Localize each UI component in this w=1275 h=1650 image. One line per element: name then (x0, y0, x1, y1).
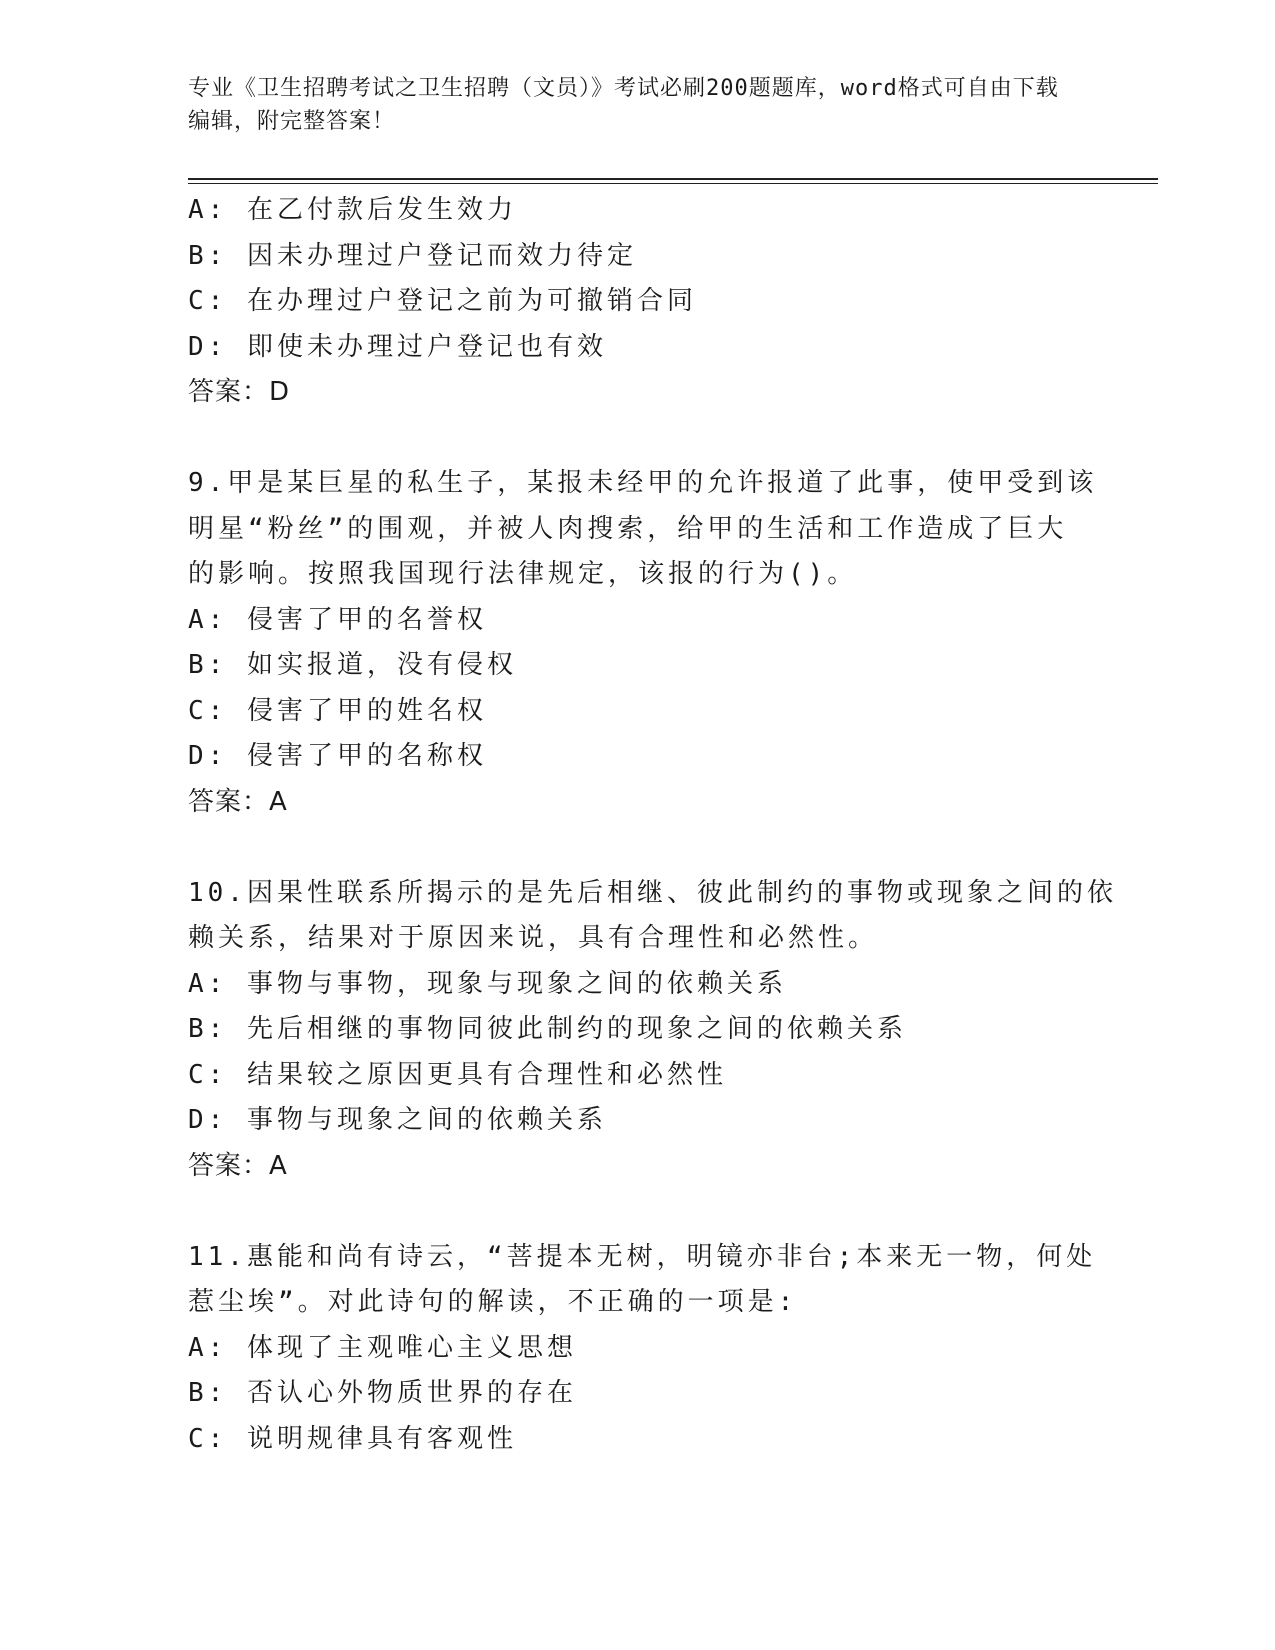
answer-line: 答案：A (188, 786, 288, 817)
question-block-8 (188, 188, 1088, 416)
question-stem-line: 10.因果性联系所揭示的是先后相继、彼此制约的事物或现象之间的依 (188, 877, 1117, 908)
spacer (188, 416, 1088, 462)
option-a: A: 侵害了甲的名誉权 (188, 604, 487, 635)
question-block-9 (188, 461, 1098, 825)
question-stem-line: 11.惠能和尚有诗云，“菩提本无树，明镜亦非台;本来无一物，何处 (188, 1241, 1097, 1272)
option-b: B: 因未办理过户登记而效力待定 (188, 240, 637, 271)
question-block-10 (188, 871, 1117, 1190)
spacer (188, 825, 1088, 871)
question-list (188, 188, 1117, 1462)
answer-line: 答案：A (188, 1150, 288, 1181)
question-stem-line: 惹尘埃”。对此诗句的解读，不正确的一项是: (188, 1287, 798, 1317)
header-divider-thick (188, 178, 1158, 180)
question-stem-line: 明星“粉丝”的围观，并被人肉搜索，给甲的生活和工作造成了巨大 (188, 513, 1068, 544)
answer-line: 答案：D (188, 377, 291, 407)
question-stem-line: 赖关系，结果对于原因来说，具有合理性和必然性。 (188, 923, 879, 953)
option-c: C: 结果较之原因更具有合理性和必然性 (188, 1059, 727, 1090)
option-c: C: 在办理过户登记之前为可撤销合同 (188, 286, 697, 316)
option-a: A: 在乙付款后发生效力 (188, 195, 517, 225)
option-d: D: 即使未办理过户登记也有效 (188, 331, 607, 362)
option-b: B: 先后相继的事物同彼此制约的现象之间的依赖关系 (188, 1014, 907, 1044)
header-divider-thin (188, 183, 1158, 184)
option-b: B: 如实报道，没有侵权 (188, 650, 517, 680)
option-b: B: 否认心外物质世界的存在 (188, 1378, 577, 1408)
option-c: C: 侵害了甲的姓名权 (188, 695, 487, 726)
option-c: C: 说明规律具有客观性 (188, 1423, 517, 1454)
option-d: D: 事物与现象之间的依赖关系 (188, 1105, 607, 1135)
option-d: D: 侵害了甲的名称权 (188, 741, 487, 771)
question-stem-line: 9.甲是某巨星的私生子，某报未经甲的允许报道了此事，使甲受到该 (188, 468, 1098, 498)
question-block-11 (188, 1235, 1097, 1463)
option-a: A: 事物与事物，现象与现象之间的依赖关系 (188, 968, 787, 999)
option-a: A: 体现了主观唯心主义思想 (188, 1332, 577, 1363)
question-stem-line: 的影响。按照我国现行法律规定，该报的行为()。 (188, 559, 858, 589)
document-header-title: 专业《卫生招聘考试之卫生招聘（文员）》考试必刷200题题库，word格式可自由下载编辑，附完整答案！ (188, 76, 1059, 134)
spacer (188, 1189, 1088, 1235)
